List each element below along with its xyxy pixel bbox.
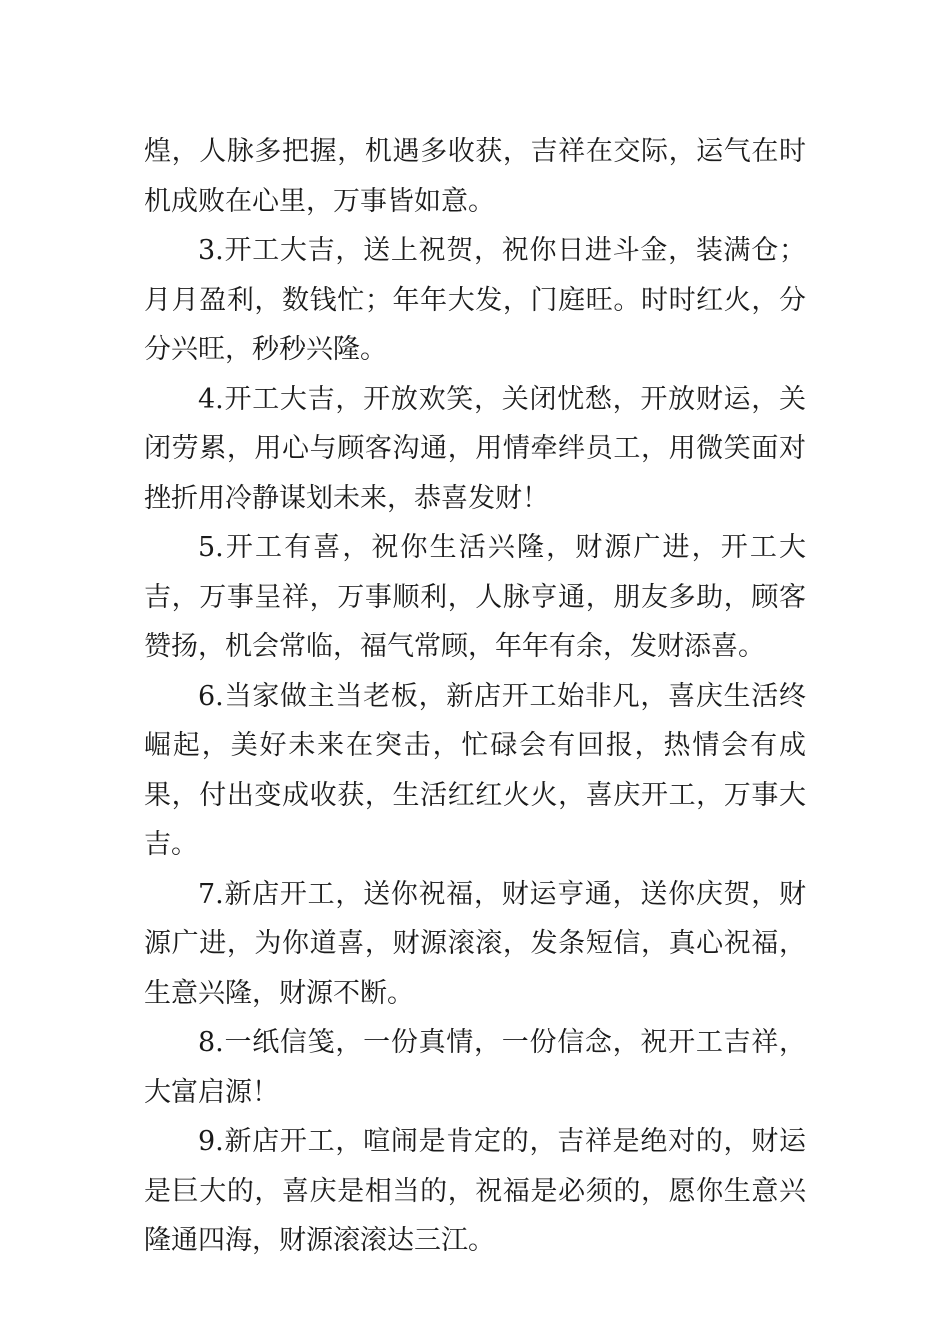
paragraph-continuation: 煌，人脉多把握，机遇多收获，吉祥在交际，运气在时机成败在心里，万事皆如意。 <box>144 136 806 217</box>
paragraph-item-9: 9.新店开工，喧闹是肯定的，吉祥是绝对的，财运是巨大的，喜庆是相当的，祝福是必须的，愿你生意兴隆通四海，财源滚滚达三江。 <box>144 1126 806 1256</box>
document-body <box>144 127 806 1266</box>
paragraph-item-4: 4.开工大吉，开放欢笑，关闭忧愁，开放财运，关闭劳累，用心与顾客沟通，用情牵绊员工，用微笑面对挫折用冷静谋划未来，恭喜发财！ <box>144 383 806 514</box>
paragraph-item-3: 3.开工大吉，送上祝贺，祝你日进斗金，装满仓；月月盈利，数钱忙；年年大发，门庭旺。时时红火，分分兴旺，秒秒兴隆。 <box>144 235 806 365</box>
paragraph-item-7: 7.新店开工，送你祝福，财运亨通，送你庆贺，财源广进，为你道喜，财源滚滚，发条短信，真心祝福，生意兴隆，财源不断。 <box>144 878 806 1009</box>
paragraph-item-8: 8.一纸信笺，一份真情，一份信念，祝开工吉祥，大富启源！ <box>144 1027 806 1108</box>
paragraph-item-5: 5.开工有喜，祝你生活兴隆，财源广进，开工大吉，万事呈祥，万事顺利，人脉亨通，朋友多助，顾客赞扬，机会常临，福气常顾，年年有余，发财添喜。 <box>144 532 806 662</box>
paragraph-item-6: 6.当家做主当老板，新店开工始非凡，喜庆生活终崛起，美好未来在突击，忙碌会有回报，热情会有成果，付出变成收获，生活红红火火，喜庆开工，万事大吉。 <box>144 680 806 860</box>
